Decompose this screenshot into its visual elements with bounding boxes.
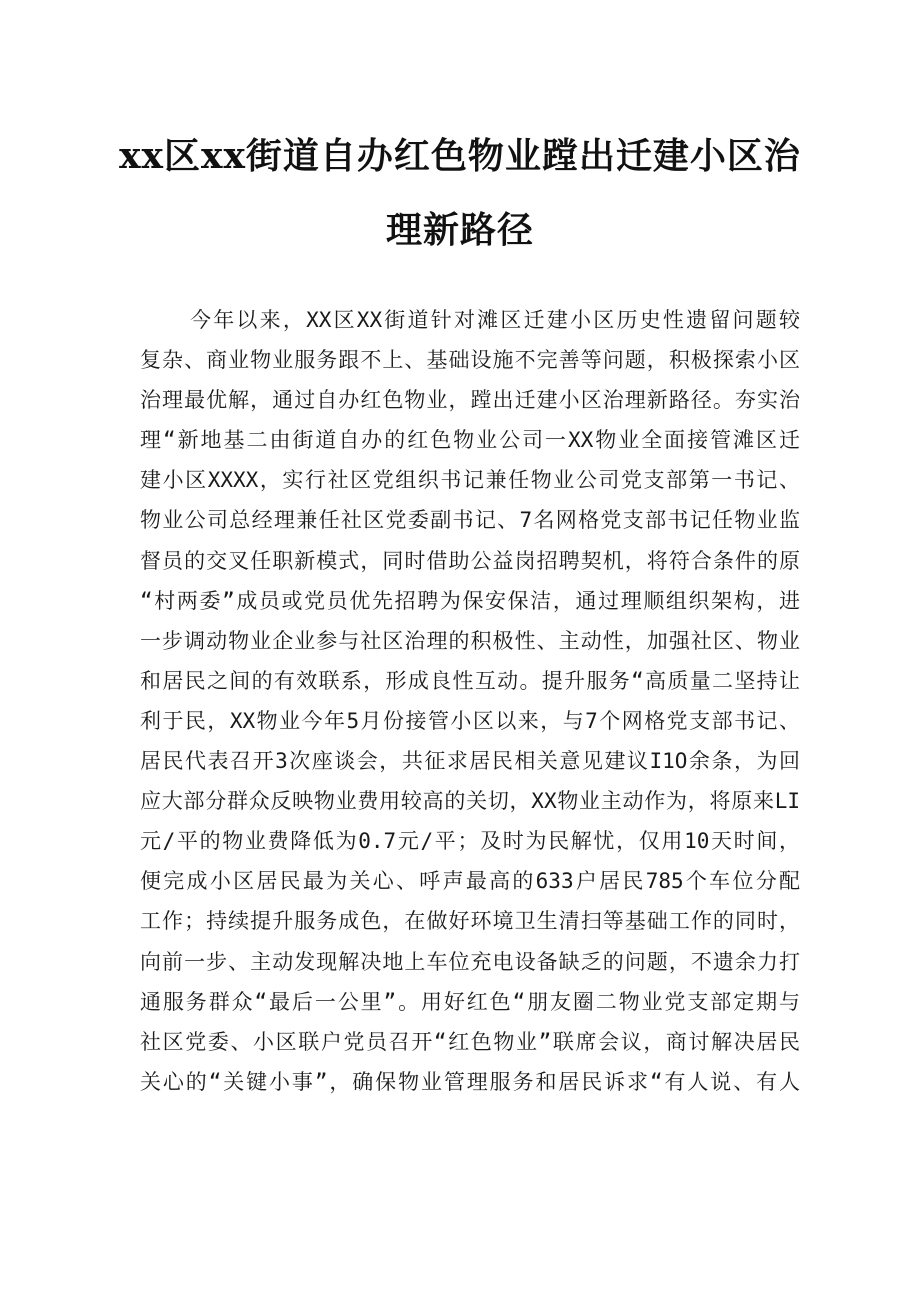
paragraph-line: 通服务群众“最后一公里”。用好红色“朋友圈二物业党支部定期与 [140, 989, 800, 1014]
paragraph-line: 居民代表召开3次座谈会，共征求居民相关意见建议I1O余条，为回 [140, 749, 800, 774]
document-title-line-2: 理新路径 [385, 209, 534, 251]
paragraph-line: 关心的“关键小事”，确保物业管理服务和居民诉求“有人说、有人 [140, 1069, 800, 1094]
paragraph-line: 社区党委、小区联户党员召开“红色物业”联席会议，商讨解决居民 [140, 1029, 800, 1054]
paragraph-line: 一步调动物业企业参与社区治理的积极性、主动性，加强社区、物业 [140, 628, 800, 653]
paragraph-line: 复杂、商业物业服务跟不上、基础设施不完善等问题，积极探索小区 [140, 348, 800, 373]
paragraph-line: 督员的交叉任职新模式，同时借助公益岗招聘契机，将符合条件的原 [140, 548, 800, 573]
paragraph-line: 应大部分群众反映物业费用较高的关切，XX物业主动作为，将原来LI [140, 789, 800, 814]
paragraph-line: 今年以来，XX区XX街道针对滩区迁建小区历史性遗留问题较 [190, 308, 800, 332]
body-paragraph [140, 300, 800, 1102]
paragraph-line: 建小区XXXX，实行社区党组织书记兼任物业公司党支部第一书记、 [140, 468, 800, 493]
paragraph-line: “村两委”成员或党员优先招聘为保安保洁，通过理顺组织架构，进 [140, 588, 800, 613]
paragraph-line: 元/平的物业费降低为0.7元/平；及时为民解忧，仅用10天时间， [140, 829, 800, 854]
paragraph-line: 利于民，XX物业今年5月份接管小区以来，与7个网格党支部书记、 [140, 708, 800, 733]
paragraph-line: 便完成小区居民最为关心、呼声最高的633户居民785个车位分配 [140, 869, 800, 894]
paragraph-line: 和居民之间的有效联系，形成良性互动。提升服务“高质量二坚持让 [140, 668, 800, 693]
paragraph-line: 工作；持续提升服务成色，在做好环境卫生清扫等基础工作的同时， [140, 909, 800, 934]
document-title-line-1: xx区xx街道自办红色物业蹚出迁建小区治 [119, 135, 801, 177]
paragraph-line: 物业公司总经理兼任社区党委副书记、7名网格党支部书记任物业监 [140, 508, 800, 533]
paragraph-line: 向前一步、主动发现解决地上车位充电设备缺乏的问题，不遗余力打 [140, 949, 800, 974]
paragraph-line: 理“新地基二由街道自办的红色物业公司一XX物业全面接管滩区迁 [140, 428, 800, 453]
paragraph-line: 治理最优解，通过自办红色物业，蹚出迁建小区治理新路径。夯实治 [140, 388, 800, 413]
